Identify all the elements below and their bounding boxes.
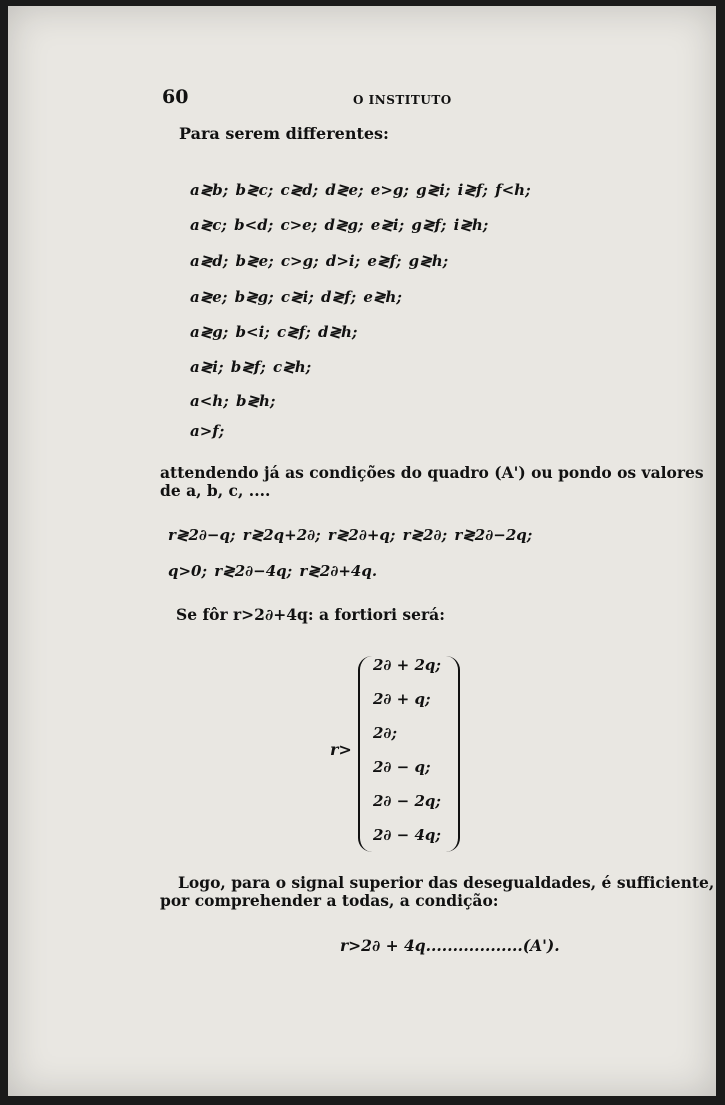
inequality-line-4: a≷e; b≷g; c≷i; d≷f; e≷h; bbox=[190, 288, 402, 306]
case-item: 2∂ − 2q; bbox=[373, 792, 441, 810]
cases-brace bbox=[358, 656, 460, 852]
derived-line-2: q>0; r≷2∂−4q; r≷2∂+4q. bbox=[168, 562, 378, 580]
inequality-line-8: a>f; bbox=[190, 422, 225, 440]
page-number: 60 bbox=[162, 86, 189, 108]
inequality-line-3: a≷d; b≷e; c>g; d>i; e≷f; g≷h; bbox=[190, 252, 449, 270]
case-item: 2∂ + q; bbox=[373, 690, 431, 708]
fortiori-line: Se fôr r>2∂+4q: a fortiori será: bbox=[176, 605, 445, 624]
inequality-line-6: a≷i; b≷f; c≷h; bbox=[190, 358, 312, 376]
document-page bbox=[8, 6, 716, 1096]
paragraph-2-line-1: Logo, para o signal superior das desegualdades, é sufficiente, bbox=[178, 873, 715, 892]
case-item: 2∂ − 4q; bbox=[373, 826, 441, 844]
running-title: O INSTITUTO bbox=[353, 93, 452, 107]
derived-line-1: r≷2∂−q; r≷2q+2∂; r≷2∂+q; r≷2∂; r≷2∂−2q; bbox=[168, 526, 533, 544]
case-item: 2∂ + 2q; bbox=[373, 656, 441, 674]
paragraph-1-line-2: de a, b, c, .... bbox=[160, 481, 271, 500]
inequality-line-7: a<h; b≷h; bbox=[190, 392, 276, 410]
cases-prefix: r> bbox=[330, 740, 352, 759]
paragraph-2-line-2: por comprehender a todas, a condição: bbox=[160, 891, 499, 910]
inequality-line-2: a≷c; b<d; c>e; d≷g; e≷i; g≷f; i≷h; bbox=[190, 216, 489, 234]
inequality-line-1: a≷b; b≷c; c≷d; d≷e; e>g; g≷i; i≷f; f<h; bbox=[190, 181, 531, 199]
inequality-line-5: a≷g; b<i; c≷f; d≷h; bbox=[190, 323, 358, 341]
final-condition: r>2∂ + 4q..................(A'). bbox=[340, 936, 560, 955]
case-item: 2∂; bbox=[373, 724, 397, 742]
paragraph-1-line-1: attendendo já as condições do quadro (A') ou pondo os valores bbox=[160, 463, 704, 482]
intro-text: Para serem differentes: bbox=[179, 124, 389, 143]
case-item: 2∂ − q; bbox=[373, 758, 431, 776]
